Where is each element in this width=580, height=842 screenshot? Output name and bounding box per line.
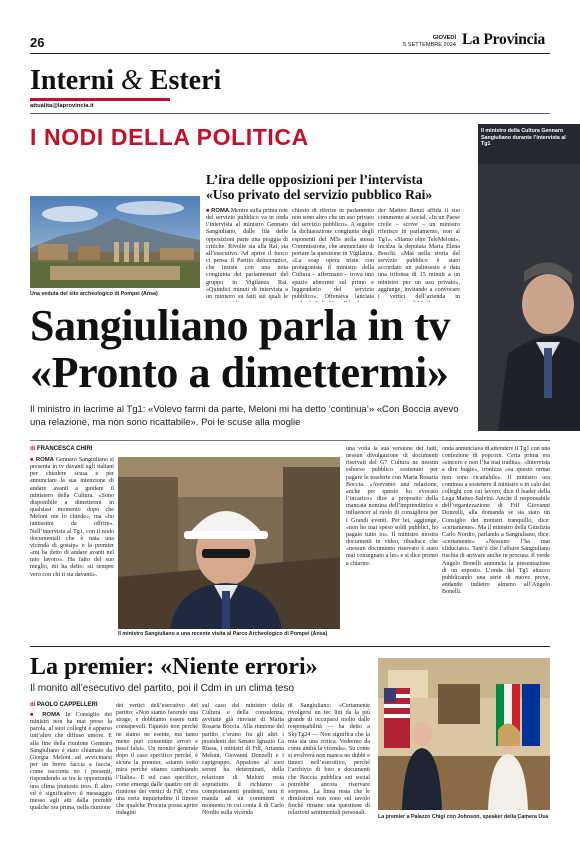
sangiuliano-pompei-photo bbox=[118, 457, 340, 629]
tg1-interview-photo bbox=[478, 124, 580, 431]
palazzo-chigi-caption: La premier a Palazzo Chigi con Johnson, speaker della Camera Usa bbox=[378, 814, 549, 820]
pompei-photo-caption: Una veduta del sito archeologico di Pompei (Ansa) bbox=[30, 291, 158, 297]
section-ampersand: & bbox=[121, 65, 143, 96]
main-byline-name: FRANCESCA CHIRI bbox=[37, 446, 93, 452]
main-headline-line1: Sangiuliano parla in tv bbox=[30, 301, 450, 350]
newspaper-logo: La Provincia bbox=[462, 31, 545, 48]
top-story-col2-text: chiesto di riferire in parlamento non sono altro che un uso privato del servizio pubblico». A seguire la dichiarazione congiunta degli esponenti del M5s nella stessa Commissione, che annunciano di portare la questione in Vigilanza. «La soap opera triste con protagonista il ministro della Cultura – affermano – trova uno spazio abnorme sul primo e leggendario del servizio pubblico». Offensiva lanciata bbox=[292, 208, 374, 300]
pompei-site-photo bbox=[30, 196, 200, 288]
issue-date: 5 SETTEMBRE 2024 bbox=[403, 42, 456, 48]
top-story-kicker: L’ira delle opposizioni per l’intervista bbox=[206, 172, 423, 187]
bottom-story-column-4 bbox=[288, 703, 370, 818]
top-story-column-2 bbox=[292, 208, 374, 302]
section-underline bbox=[30, 98, 170, 101]
top-story-column-1: ■ ROMA Mentre sulla prima rete del servizio pubblico va in onda l’intervista al ministro Gennaro Sangiuliano, dalle fila delle opposizioni parte una pioggia di critiche. Rivolte sia alla Rai, sia all’esecutivo. Ad aprire il fuoco ci pensa il Partito democratico, che insiste con una nota congiunta dei parlamentari del gruppo in Vigilanza Rai. «Quindici minuti di intervista a un ministro su fatti sui quali le bbox=[206, 208, 288, 302]
pompei-ruins-image bbox=[30, 196, 200, 288]
main-story-col2-text: una volta la sua versione dei fatti, nessun divulgazione di documenti riservati del G7 Cultura ne nessun esborso pubblico sostenuto per pagare le trasferte con Maria Rosaria Boccia. «Avevamo una relazione, anche per questo ho evocato l’incarico» dice a proposito della mancata nomina dell’imprenditrice e influencer al ruolo di consigliera per i Grandi eventi. Per lei, aggiunge, «non ho mai speso soldi pubblici, ho pagato tutto io». Il ministro mostra documenti in video, ribadisce che «nessun documento riservato è stato mai consegnato a lei» e si dice pronto a chiarire. bbox=[346, 446, 438, 567]
top-story-col3-text: der Matteo Renzi affida il suo commento ai social. «In un Paese civile – scrive – un ministro riferisce in parlamento, non al Tg1». «Siamo oltre TeleMeloni», incalza la deputata Maria Elena Boschi. «Mai nella storia del servizio pubblico è stato accordato un palinsesto e data una trifonsa di 15 minuti a un ministro per un uso privato», aggiunge, invitando a convocare i vertici dell’azienda in bbox=[378, 208, 460, 300]
section-email[interactable]: attualita@laprovincia.it bbox=[30, 103, 94, 109]
bottom-story-column-3 bbox=[202, 703, 284, 818]
meloni-johnson-image bbox=[378, 658, 550, 810]
section-title-part1: Interni bbox=[30, 65, 114, 96]
bottom-story-col4-text: di Sangiuliano: «Certamente rivolgersi un tec lini da la più grande di occuparsi molto dalle responsabilità — ha detto a SkyTg24 — Non significa che la mia sia una critica. Vedremo da come andrà la vicenda». Su come si evolverà non manca no dubbi e timori nell’esecutivo, perché l’archivio di foto e documenti che Boccia pubblica sui social potrebbe ancora riservare sorprese. La linea resta che le dimissioni non sono sul tavolo finché rimane una questione di relazioni sentimentali personali. bbox=[288, 703, 370, 817]
palazzo-chigi-photo bbox=[378, 658, 550, 810]
section-banner: I NODI DELLA POLITICA bbox=[30, 124, 309, 150]
page-number: 26 bbox=[30, 35, 45, 50]
top-story-column-3 bbox=[378, 208, 460, 302]
bottom-deck: Il monito all’esecutivo del partito, poi il Cdm in un clima teso bbox=[30, 683, 295, 694]
tg1-photo-caption: Il ministro della Cultura Gennaro Sangiuliano durante l’intervista al Tg1 bbox=[481, 128, 566, 148]
bottom-story-col1-text: In Consiglio dei ministri non ha mai preso la parola, al suoi colleghi è apparso tutt’altro che diffuso umore. E alla fine della riunione Gennaro Sangiuliano è stato chiamato da Giorgia Meloni ad avvicinarsi per un breve faccia a faccia, come racconta no i presenti, rispondendo se tra le opportunità una clima piuttosto teso. È altro ed è significativo il messaggio messo agli atti dalla premier qualche ora prima, nella riunione bbox=[30, 712, 112, 812]
bottom-headline: La premier: «Niente errori» bbox=[30, 654, 318, 680]
bottom-byline-name: PAOLO CAPPELLERI bbox=[37, 702, 98, 708]
main-story-column-2 bbox=[346, 446, 438, 641]
main-headline-line2: «Pronto a dimettermi» bbox=[30, 348, 449, 397]
section-title bbox=[30, 66, 221, 96]
top-story-dateline: ROMA bbox=[211, 208, 230, 214]
top-story-col1-text: Mentre sulla prima rete del servizio pubblico va in onda l’intervista al ministro Gennaro Sangiuliano, dalle fila delle opposizioni parte una pioggia di critiche. Rivolte sia alla Rai, sia all’esecutivo. Ad aprire il fuoco ci pensa il Partito democratico, che insiste con una nota congiunta dei parlamentari del gruppo in Vigilanza Rai. «Quindici minuti di intervista a un ministro su fatti sui quali le bbox=[206, 208, 288, 300]
main-story-rule bbox=[30, 440, 550, 441]
sangiuliano-hardhat-image bbox=[118, 457, 340, 629]
main-story-col3-text: onda annunciava di attendere il Tg1 con una confezione di popcorn. Certa prima era «sincero e non l’ha mai tradita». «Intervista a dire bugie», ironizza «su questo ormai non sono ricattabile». Il ministro ora continua a sostenere il ministro e in calo dei colleghi con cui lavoro, dice il leader della Lega Matteo Salvini. Anche il responsabile dell’organizzazione di FdI Giovanni Donzelli, alla domanda se sia stato un Consiglio dei ministri tranquillo, dice: «certamente». Ma il ministro della Giustizia Carlo Nordio, parlando a Sangiuliano, dice: «certamente» «Nessuno l’ha mai sfiduciato». Tant’è che l’affaire Sangiuliano rischia di arrivare anche in procura. Il verde Angelo Bonelli annuncia la presentazione di un esposto. L’onda del Tg1 attacco pubblicando una serie di nuove prove, andando indietro almeno all’Angelo Bonelli. bbox=[442, 446, 550, 596]
bottom-byline: di PAOLO CAPPELLERI bbox=[30, 702, 98, 708]
bottom-story-col2-text: dei vertici dell’esecutivo del partito: «Non siamo facendo una strage, e dobbiamo essere tutti consapevoli. Equesto non perché ne siamo ne esente, ma tanto meno può consentire errori e passi falsi». Un monito generale dopo il caso specifico perché, è sicura la premier, «siamo sotto mira perché stiamo cambiando l’Italia». E sul caso specifico, come emerge dalle quattro ore di riunione dei vertici di FdI, c’era una certa inquietudine il timore che qualche Procura possa aprire indagini bbox=[116, 703, 198, 817]
issue-day: GIOVEDÌ bbox=[432, 35, 456, 41]
main-story-deck: Il ministro in lacrime al Tg1: «Volevo farmi da parte, Meloni mi ha detto ‘continua’» «Con Boccia avevo una relazione, ma non sono ricattabile». Poi le scuse alla moglie bbox=[30, 404, 459, 428]
bottom-story-col3-text: sul caso del ministro della Cultura e della consulenza, avvitate già rinviate di Maria Rosaria Boccia. Alla riunione del partito c’erano fra gli altri i presidenti dei Senato Ignazio La Russa, i ministri di FdI, Arianna Meloni, Giovanni Donzelli e i capigruppo. Appaiono al suoi sereni ha determinati, della relazione di Meloni resta soprattutto il richiamo a comportamenti prudenti, non ti manda ad un commenti e momento in cui conta il di Carlo Nordio sulla vicenda bbox=[202, 703, 284, 817]
main-story-dateline: ROMA bbox=[35, 457, 54, 463]
main-story-column-1: ■ ROMA Gennaro Sangiuliano si presenta in tv davanti agli italiani per chiedere scusa e per annunciare la sua intenzione di andare avanti a guidare il ministero della Cultura. «Sono disponibile a dimettermi in qualsiasi momento dopo che Meloni me lo chiede», ma «ho tantissimi da offrire». Nell’intervista al Tg1, con il nodo documentali che è nata una vicenda di gossip» e la premier «mi ha detto di andare avanti nel mio lavoro». Ha fatto del suo meglio, mi ha detto: sii sempre vero con chi ti sta davanti». bbox=[30, 457, 114, 578]
section-title-part2: Esteri bbox=[149, 65, 222, 96]
bottom-story-dateline: ROMA bbox=[42, 712, 61, 718]
tg1-studio-image bbox=[478, 124, 580, 431]
section-rule bbox=[30, 113, 550, 114]
bottom-story-rule bbox=[30, 646, 550, 647]
bottom-story-column-1: ■ ROMA In Consiglio dei ministri non ha mai preso la parola, al suoi colleghi è apparso tutt’altro che diffuso umore. E alla fine della riunione Gennaro Sangiuliano è stato chiamato da Giorgia Meloni ad avvicinarsi per un breve faccia a faccia, come racconta no i presenti, rispondendo se tra le opportunità una clima piuttosto teso. È altro ed è significativo il messaggio messo agli atti dalla premier qualche ora prima, nella riunione bbox=[30, 712, 112, 812]
top-story-headline: «Uso privato del servizio pubblico Rai» bbox=[206, 187, 433, 202]
header-rule bbox=[30, 53, 550, 54]
bottom-story-column-2 bbox=[116, 703, 198, 818]
main-story-byline: di FRANCESCA CHIRI bbox=[30, 446, 93, 452]
main-story-column-3 bbox=[442, 446, 550, 641]
main-photo-caption: Il ministro Sangiuliano a una recente visita al Parco Archeologico di Pompei (Ansa) bbox=[118, 631, 328, 637]
main-story-col1-text: Gennaro Sangiuliano si presenta in tv davanti agli italiani per chiedere scusa e per annunciare la sua intenzione di andare avanti a guidare il ministero della Cultura. «Sono disponibile a dimettermi in qualsiasi momento dopo che Meloni me lo chiede», ma «ho tantissimi da offrire». Nell’intervista al Tg1, con il nodo documentali che è nata una vicenda di gossip» e la premier «mi ha detto di andare avanti nel mio lavoro». Ha fatto del suo meglio, mi ha detto: sii sempre vero con chi ti sta davanti». bbox=[30, 457, 114, 578]
